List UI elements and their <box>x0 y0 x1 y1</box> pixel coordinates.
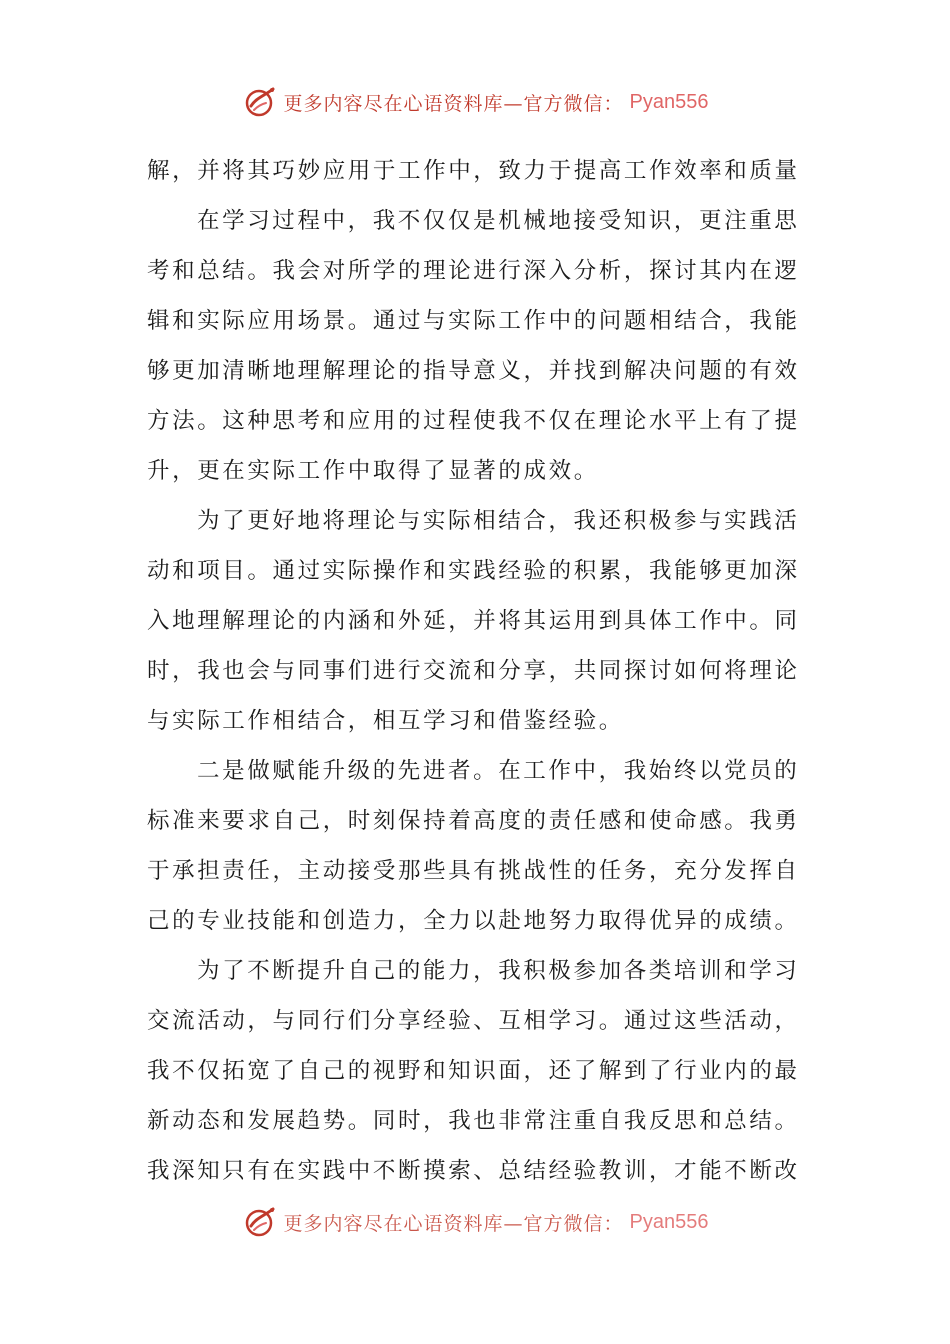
text-line: 辑和实际应用场景。通过与实际工作中的问题相结合，我能 <box>147 308 800 334</box>
watermark-text: 更多内容尽在心语资料库—官方微信： <box>283 1212 624 1235</box>
text-line: 解，并将其巧妙应用于工作中，致力于提高工作效率和质量 <box>147 158 800 184</box>
text-line: 入地理解理论的内涵和外延，并将其运用到具体工作中。同 <box>147 608 800 634</box>
text-line: 于承担责任，主动接受那些具有挑战性的任务，充分发挥自 <box>147 858 800 884</box>
text-line: 我深知只有在实践中不断摸索、总结经验教训，才能不断改 <box>147 1158 800 1184</box>
watermark-header <box>0 82 950 122</box>
paragraph-start-line: 为了不断提升自己的能力，我积极参加各类培训和学习 <box>197 958 800 984</box>
document-body <box>147 146 813 1196</box>
text-line: 标准来要求自己，时刻保持着高度的责任感和使命感。我勇 <box>147 808 800 834</box>
watermark-handle: Pyan556 <box>629 90 709 113</box>
text-line: 方法。这种思考和应用的过程使我不仅在理论水平上有了提 <box>147 408 800 434</box>
text-line: 己的专业技能和创造力，全力以赴地努力取得优异的成绩。 <box>147 908 800 934</box>
brush-logo-icon <box>242 84 278 120</box>
text-line: 动和项目。通过实际操作和实践经验的积累，我能够更加深 <box>147 558 800 584</box>
watermark-handle: Pyan556 <box>629 1210 709 1233</box>
text-line: 够更加清晰地理解理论的指导意义，并找到解决问题的有效 <box>147 358 800 384</box>
brush-logo-icon <box>242 1204 278 1240</box>
text-line: 时，我也会与同事们进行交流和分享，共同探讨如何将理论 <box>147 658 800 684</box>
text-line: 与实际工作相结合，相互学习和借鉴经验。 <box>147 708 624 734</box>
text-line: 我不仅拓宽了自己的视野和知识面，还了解到了行业内的最 <box>147 1058 800 1084</box>
text-line: 交流活动，与同行们分享经验、互相学习。通过这些活动， <box>147 1008 800 1034</box>
paragraph-start-line: 为了更好地将理论与实际相结合，我还积极参与实践活 <box>197 508 800 534</box>
watermark-text: 更多内容尽在心语资料库—官方微信： <box>283 92 624 115</box>
paragraph-start-line: 二是做赋能升级的先进者。在工作中，我始终以党员的 <box>197 758 800 784</box>
text-line: 新动态和发展趋势。同时，我也非常注重自我反思和总结。 <box>147 1108 800 1134</box>
text-line: 考和总结。我会对所学的理论进行深入分析，探讨其内在逻 <box>147 258 800 284</box>
paragraph-start-line: 在学习过程中，我不仅仅是机械地接受知识，更注重思 <box>197 208 800 234</box>
watermark-footer <box>0 1202 950 1242</box>
text-line: 升，更在实际工作中取得了显著的成效。 <box>147 458 599 484</box>
